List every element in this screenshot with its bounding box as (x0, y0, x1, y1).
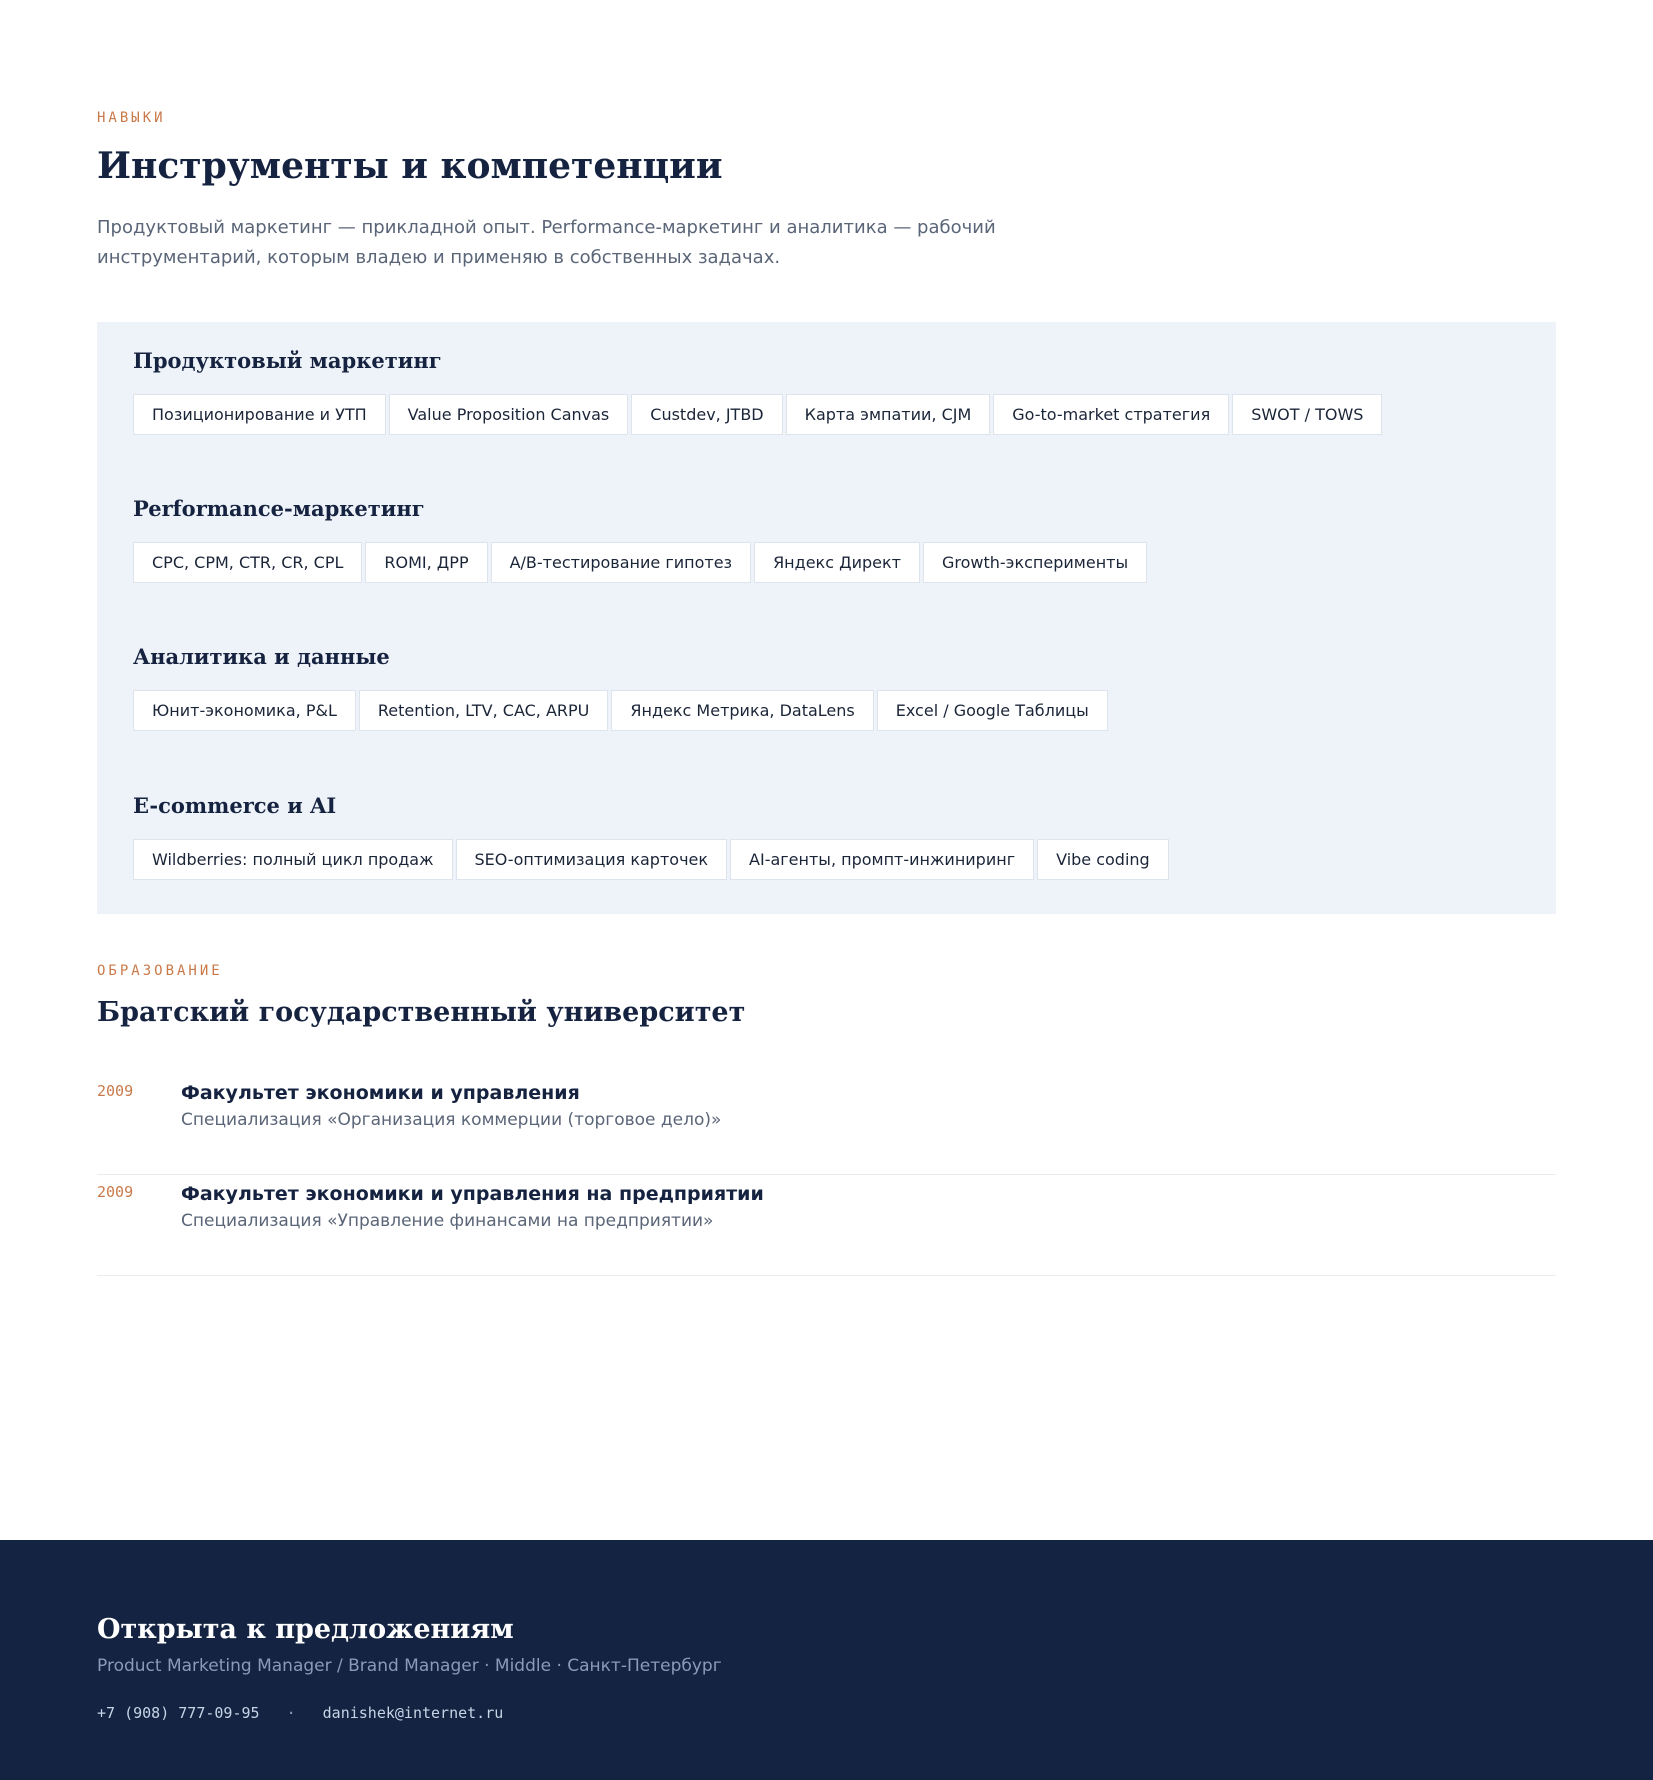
skill-group-title: Аналитика и данные (133, 644, 390, 669)
skill-tag: ROMI, ДРР (365, 542, 487, 583)
footer-subtitle: Product Marketing Manager / Brand Manager · Middle · Санкт-Петербург (97, 1656, 722, 1676)
skill-tag: Growth-эксперименты (923, 542, 1147, 583)
footer-title: Открыта к предложениям (97, 1614, 514, 1645)
education-faculty: Факультет экономики и управления на предприятии (181, 1183, 764, 1205)
skill-tag: Wildberries: полный цикл продаж (133, 839, 453, 880)
tag-row (133, 839, 1169, 880)
skill-tag: Карта эмпатии, CJM (786, 394, 991, 435)
education-faculty: Факультет экономики и управления (181, 1082, 580, 1104)
skill-group-performance-marketing (133, 496, 1147, 583)
skill-tag: CPC, CPM, CTR, CR, CPL (133, 542, 362, 583)
education-item (97, 1074, 1556, 1175)
skill-tag: Go-to-market стратегия (993, 394, 1229, 435)
skill-tag: Retention, LTV, CAC, ARPU (359, 690, 609, 731)
skills-panel (97, 322, 1556, 914)
skill-tag: Яндекс Директ (754, 542, 920, 583)
skill-group-product-marketing (133, 348, 1382, 435)
skills-eyebrow: НАВЫКИ (97, 110, 166, 126)
skill-group-analytics (133, 644, 1108, 731)
skill-tag: Vibe coding (1037, 839, 1169, 880)
skill-tag: A/B-тестирование гипотез (491, 542, 751, 583)
education-item (97, 1175, 1556, 1276)
tag-row (133, 542, 1147, 583)
skill-tag: Value Proposition Canvas (389, 394, 629, 435)
phone-link[interactable]: +7 (908) 777-09-95 (97, 1704, 260, 1722)
footer (0, 1540, 1653, 1780)
skills-title: Инструменты и компетенции (97, 145, 723, 187)
education-title: Братский государственный университет (97, 997, 746, 1028)
skill-tag: Юнит-экономика, P&L (133, 690, 356, 731)
skill-tag: AI-агенты, промпт-инжиниринг (730, 839, 1034, 880)
skill-tag: Excel / Google Таблицы (877, 690, 1108, 731)
skill-group-title: Продуктовый маркетинг (133, 348, 442, 373)
contact-separator: · (286, 1704, 296, 1722)
skill-tag: Позиционирование и УТП (133, 394, 386, 435)
email-link[interactable]: danishek@internet.ru (322, 1704, 504, 1722)
education-specialization: Специализация «Управление финансами на предприятии» (181, 1211, 714, 1231)
skill-tag: SWOT / TOWS (1232, 394, 1382, 435)
skill-tag: Custdev, JTBD (631, 394, 782, 435)
skill-group-title: E-commerce и AI (133, 793, 337, 818)
tag-row (133, 394, 1382, 435)
education-specialization: Специализация «Организация коммерции (торговое дело)» (181, 1110, 722, 1130)
skill-tag: SEO-оптимизация карточек (456, 839, 728, 880)
tag-row (133, 690, 1108, 731)
skill-tag: Яндекс Метрика, DataLens (611, 690, 873, 731)
skill-group-title: Performance-маркетинг (133, 496, 425, 521)
skill-group-ecommerce-ai (133, 793, 1169, 880)
contacts (97, 1704, 503, 1722)
education-eyebrow: ОБРАЗОВАНИЕ (97, 963, 223, 979)
skills-intro: Продуктовый маркетинг — прикладной опыт. Performance-маркетинг и аналитика — рабочий инструментарий, которым владею и применяю в собственных задачах. (97, 217, 996, 268)
education-year: 2009 (97, 1082, 134, 1100)
education-year: 2009 (97, 1183, 134, 1201)
